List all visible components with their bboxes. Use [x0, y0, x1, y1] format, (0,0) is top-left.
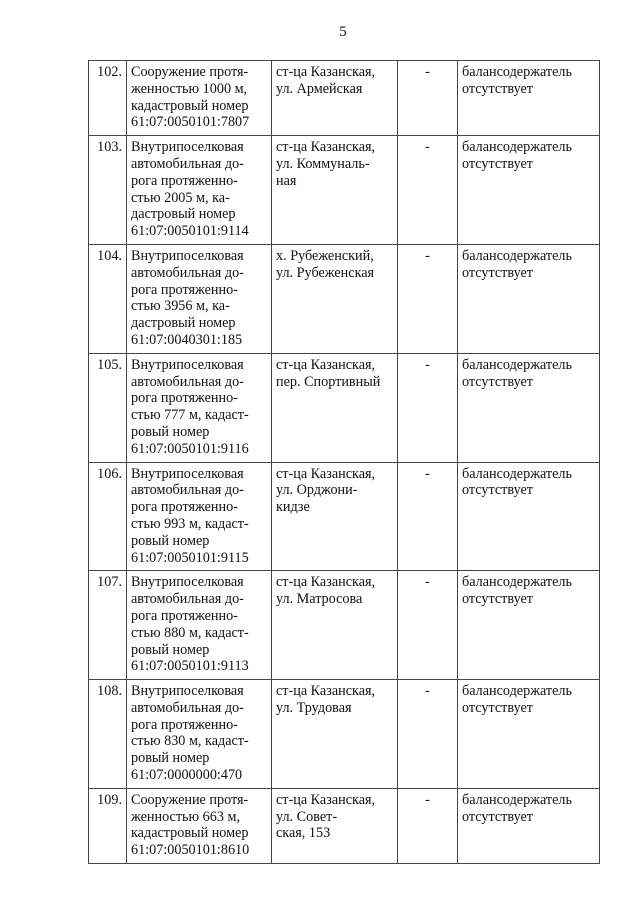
object-address: ст-ца Казанская, ул. Армейская [272, 61, 398, 136]
row-number: 103. [89, 136, 127, 245]
balance-holder: балансодержатель отсутствует [458, 61, 600, 136]
table-row [89, 61, 600, 136]
table-row [89, 136, 600, 245]
object-description: Сооружение протя- женностью 663 м, кадастровый номер 61:07:0050101:8610 [127, 788, 272, 863]
object-address: ст-ца Казанская, ул. Орджони- кидзе [272, 462, 398, 571]
object-address: ст-ца Казанская, ул. Матросова [272, 571, 398, 680]
register-body [89, 61, 600, 864]
page-number: 5 [339, 24, 347, 40]
property-register-table [88, 60, 600, 864]
object-address: х. Рубеженский, ул. Рубеженская [272, 244, 398, 353]
balance-holder: балансодержатель отсутствует [458, 788, 600, 863]
empty-value-dash: - [398, 680, 458, 789]
row-number: 105. [89, 353, 127, 462]
object-address: ст-ца Казанская, пер. Спортивный [272, 353, 398, 462]
object-description: Внутрипоселковая автомобильная до- рога протяженно- стью 2005 м, ка- дастровый номер 61:07:0050101:9114 [127, 136, 272, 245]
balance-holder: балансодержатель отсутствует [458, 136, 600, 245]
object-description: Внутрипоселковая автомобильная до- рога протяженно- стью 777 м, кадаст- ровый номер 61:07:0050101:9116 [127, 353, 272, 462]
row-number: 102. [89, 61, 127, 136]
object-address: ст-ца Казанская, ул. Трудовая [272, 680, 398, 789]
row-number: 108. [89, 680, 127, 789]
table-row [89, 571, 600, 680]
row-number: 104. [89, 244, 127, 353]
table-row [89, 244, 600, 353]
empty-value-dash: - [398, 353, 458, 462]
object-address: ст-ца Казанская, ул. Совет- ская, 153 [272, 788, 398, 863]
row-number: 106. [89, 462, 127, 571]
object-description: Внутрипоселковая автомобильная до- рога протяженно- стью 880 м, кадаст- ровый номер 61:07:0050101:9113 [127, 571, 272, 680]
empty-value-dash: - [398, 788, 458, 863]
object-description: Сооружение протя- женностью 1000 м, кадастровый номер 61:07:0050101:7807 [127, 61, 272, 136]
object-description: Внутрипоселковая автомобильная до- рога протяженно- стью 993 м, кадаст- ровый номер 61:07:0050101:9115 [127, 462, 272, 571]
empty-value-dash: - [398, 244, 458, 353]
object-address: ст-ца Казанская, ул. Коммуналь- ная [272, 136, 398, 245]
object-description: Внутрипоселковая автомобильная до- рога протяженно- стью 830 м, кадаст- ровый номер 61:07:0000000:470 [127, 680, 272, 789]
balance-holder: балансодержатель отсутствует [458, 244, 600, 353]
balance-holder: балансодержатель отсутствует [458, 680, 600, 789]
object-description: Внутрипоселковая автомобильная до- рога протяженно- стью 3956 м, ка- дастровый номер 61:07:0040301:185 [127, 244, 272, 353]
table-row [89, 788, 600, 863]
table-row [89, 680, 600, 789]
balance-holder: балансодержатель отсутствует [458, 571, 600, 680]
row-number: 109. [89, 788, 127, 863]
empty-value-dash: - [398, 136, 458, 245]
balance-holder: балансодержатель отсутствует [458, 353, 600, 462]
empty-value-dash: - [398, 571, 458, 680]
row-number: 107. [89, 571, 127, 680]
table-row [89, 462, 600, 571]
empty-value-dash: - [398, 61, 458, 136]
balance-holder: балансодержатель отсутствует [458, 462, 600, 571]
table-row [89, 353, 600, 462]
empty-value-dash: - [398, 462, 458, 571]
